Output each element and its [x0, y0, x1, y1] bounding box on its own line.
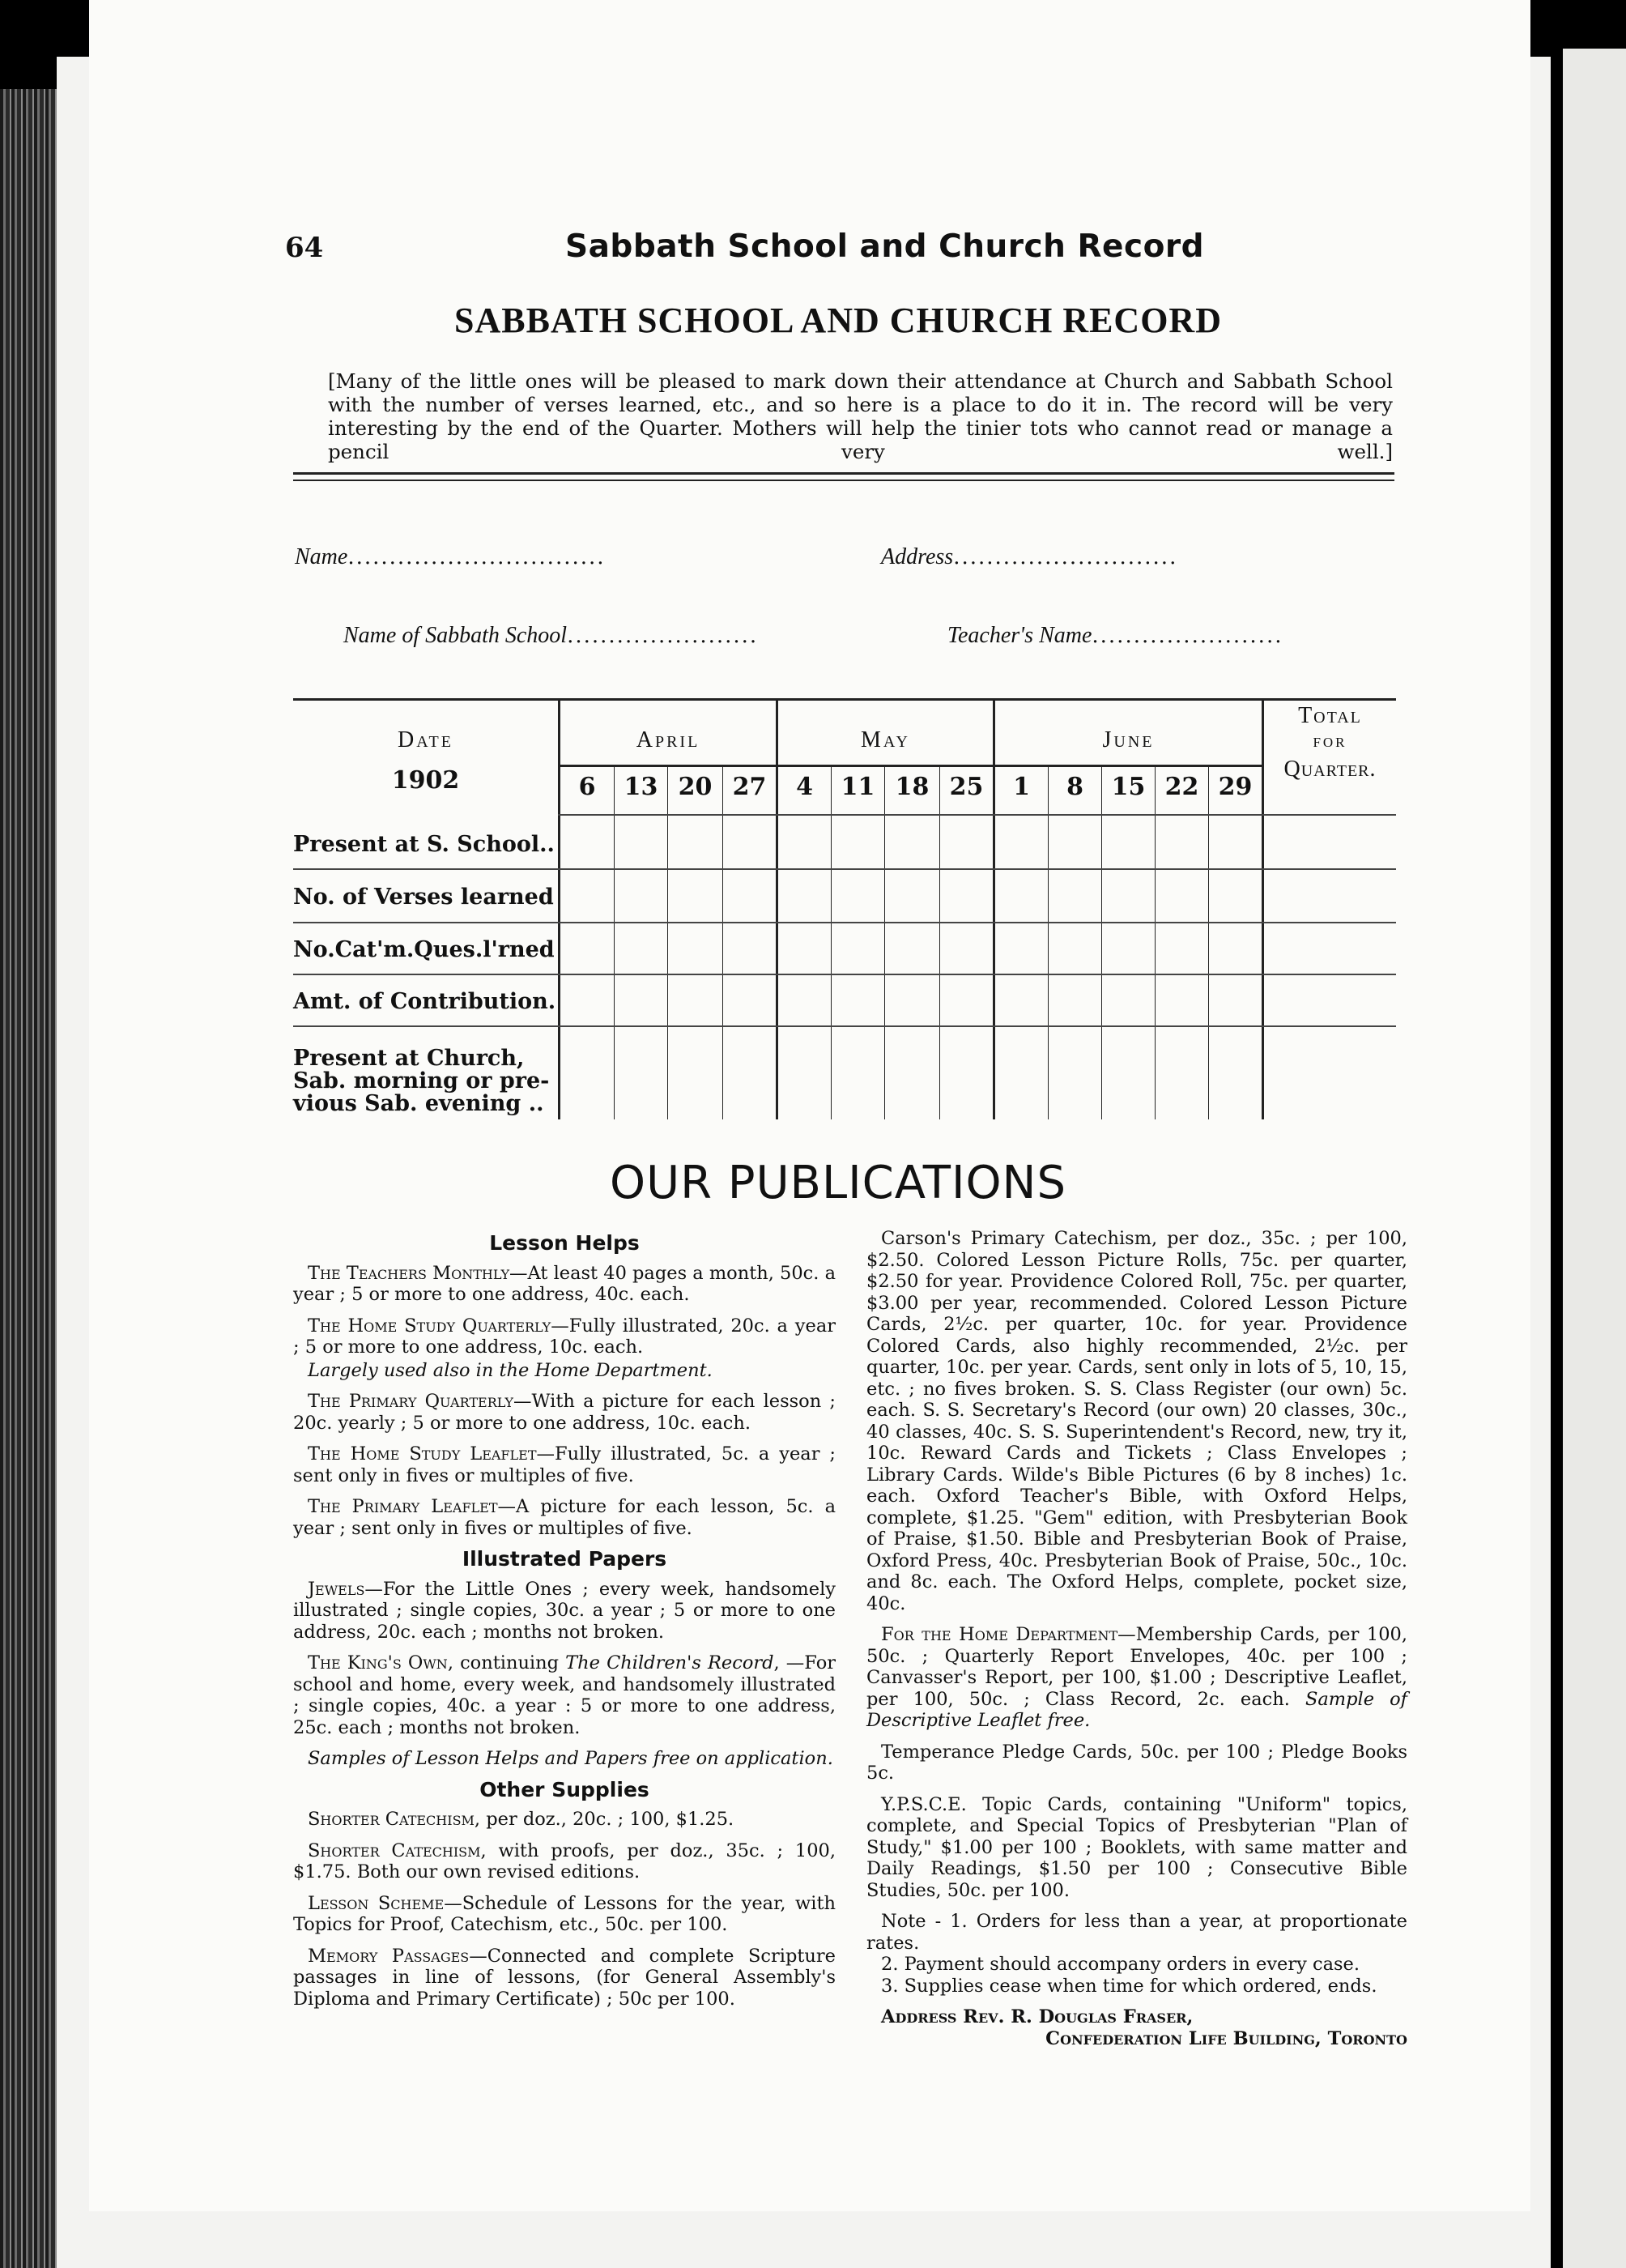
row-label-church-3: vious Sab. evening ..: [293, 1091, 544, 1116]
table-divider: [558, 698, 560, 1119]
school-field[interactable]: [343, 623, 758, 649]
year-header: 1902: [391, 766, 460, 795]
table-divider: [1155, 765, 1156, 1119]
row-label-catechism: No.Cat'm.Ques.l'rned: [293, 937, 555, 962]
day-cell: 4: [796, 773, 813, 801]
home-department-item: For the Home Department—Membership Cards, per 100, 50c. ; Quarterly Report Envelopes, 40c. per 100 ; Canvasser's Report, per 100, $1.00 ; Descriptive Leaflet, per 100, 50c. ; Class Record, 2c. each. Sample of Descriptive Leaflet free.: [866, 1624, 1407, 1731]
month-april: April: [636, 727, 700, 752]
day-cell: 20: [678, 773, 713, 801]
home-study-quarterly-item: The Home Study Quarterly—Fully illustrated, 20c. a year ; 5 or more to one address, 10c. each.: [293, 1315, 836, 1358]
row-label-church-2: Sab. morning or pre-: [293, 1068, 550, 1094]
ypsce-topic-cards-item: Y.P.S.C.E. Topic Cards, containing "Uniform" topics, complete, and Special Topics of Presbyterian "Plan of Study," $1.00 per 100 ; Booklets, with same matter and Daily Readings, $1.50 per 100 ; Consecutive Bible Studies, 50c. per 100.: [866, 1793, 1407, 1901]
publications-title: OUR PUBLICATIONS: [610, 1157, 1066, 1209]
running-title: Sabbath School and Church Record: [565, 228, 1205, 265]
day-cell: 1: [1013, 773, 1030, 801]
carsons-catechism-item: Carson's Primary Catechism, per doz., 35c. ; per 100, $2.50. Colored Lesson Picture Rolls, 75c. per quarter, $2.50 for year. Providence Colored Roll, 75c. per quarter, $3.00 per year, recommended. Colored Lesson Picture Cards, 2½c. per quarter, 10c. for year. Providence Colored Cards, also highly recommended, 2½c. per quarter, 10c. per year. Cards, sent only in lots of 5, 10, 15, etc. ; no fives broken. S. S. Class Register (our own) 5c. each. S. S. Secretary's Record (our own) 20 classes, 30c., 40 classes, 40c. S. S. Superintendent's Record, new, try it, 10c. Reward Cards and Tickets ; Class Envelopes ; Library Cards. Wilde's Bible Pictures (6 by 8 inches) 1c. each. Oxford Teacher's Bible, with Oxford Helps, complete, $1.25. "Gem" edition, with Presbyterian Book of Praise, $1.50. Bible and Presbyterian Book of Praise, Oxford Press, 40c. Presbyterian Book of Praise, 50c., 10c. and 8c. each. The Oxford Helps, complete, pocket size, 40c.: [866, 1228, 1407, 1614]
table-divider: [993, 698, 995, 1119]
table-divider: [293, 922, 1396, 923]
total-header: Quarter.: [1283, 757, 1377, 782]
memory-passages-item: Memory Passages—Connected and complete Scripture passages in line of lessons, (for General Assembly's Diploma and Primary Certificate) ; 50c per 100.: [293, 1945, 836, 2010]
teacher-label: Teacher's Name: [947, 623, 1092, 648]
table-divider: [776, 698, 778, 1119]
table-divider: [831, 765, 832, 1119]
primary-leaflet-item: The Primary Leaflet—A picture for each lesson, 5c. a year ; sent only in fives or multiples of five.: [293, 1496, 836, 1539]
samples-note: Samples of Lesson Helps and Papers free on application.: [308, 1748, 833, 1769]
date-header: Date: [398, 727, 453, 752]
table-divider: [667, 765, 668, 1119]
note-1: Note - 1. Orders for less than a year, at proportionate rates.: [866, 1911, 1407, 1954]
table-divider: [614, 765, 615, 1119]
day-cell: 15: [1111, 773, 1146, 801]
address-dots: ...........................: [953, 545, 1178, 569]
row-label-verses: No. of Verses learned: [293, 885, 554, 910]
double-rule-bottom: [293, 480, 1394, 481]
facing-page-edge: [1563, 49, 1626, 2268]
table-divider: [293, 868, 1396, 870]
table-divider: [293, 974, 1396, 975]
shorter-catechism-item: Shorter Catechism, per doz., 20c. ; 100, $1.25.: [308, 1809, 734, 1830]
publications-right-column: [866, 1228, 1407, 2059]
address-label: Address: [881, 544, 954, 569]
table-divider: [558, 814, 1396, 816]
table-divider: [1101, 765, 1102, 1119]
table-divider: [722, 765, 723, 1119]
row-label-church-1: Present at Church,: [293, 1046, 525, 1071]
table-divider: [884, 765, 885, 1119]
day-cell: 8: [1066, 773, 1083, 801]
day-cell: 27: [732, 773, 767, 801]
address-line-2: Confederation Life Building, Toronto: [1045, 2027, 1407, 2049]
table-divider: [293, 1025, 1396, 1027]
name-label: Name: [295, 544, 348, 569]
row-label-present-school: Present at S. School..: [293, 832, 555, 857]
day-cell: 22: [1164, 773, 1199, 801]
row-label-contribution: Amt. of Contribution.: [293, 989, 556, 1014]
shorter-catechism-proofs-item: Shorter Catechism, with proofs, per doz., 35c. ; 100, $1.75. Both our own revised editions.: [293, 1840, 836, 1882]
table-divider: [939, 765, 940, 1119]
teacher-dots: .......................: [1092, 624, 1283, 648]
lesson-scheme-item: Lesson Scheme—Schedule of Lessons for the year, with Topics for Proof, Catechism, etc., 50c. per 100.: [293, 1892, 836, 1935]
day-cell: 29: [1218, 773, 1253, 801]
total-header: Total: [1298, 703, 1362, 728]
primary-quarterly-item: The Primary Quarterly—With a picture for each lesson ; 20c. yearly ; 5 or more to one address, 10c. each.: [293, 1391, 836, 1434]
record-title: SABBATH SCHOOL AND CHURCH RECORD: [454, 301, 1222, 340]
temperance-pledge-item: Temperance Pledge Cards, 50c. per 100 ; Pledge Books 5c.: [866, 1741, 1407, 1784]
note-2: 2. Payment should accompany orders in every case.: [881, 1954, 1360, 1975]
book-spine-edge: [0, 89, 58, 2268]
lesson-helps-heading: Lesson Helps: [489, 1231, 640, 1255]
address-field[interactable]: [881, 544, 1177, 570]
illustrated-papers-heading: Illustrated Papers: [462, 1547, 667, 1571]
name-field[interactable]: [295, 544, 606, 570]
publications-left-column: [293, 1228, 836, 2019]
record-intro: [Many of the little ones will be pleased to mark down their attendance at Church and Sabbath School with the number of verses learned, etc., and so here is a place to do it in. The record will be very interesting by the end of the Quarter. Mothers will help the tinier tots who cannot read or manage a pencil very well.]: [328, 369, 1393, 463]
jewels-item: Jewels—For the Little Ones ; every week, handsomely illustrated ; single copies, 30c. a year ; 5 or more to one address, 20c. each ; months not broken.: [293, 1578, 836, 1643]
home-study-leaflet-item: The Home Study Leaflet—Fully illustrated, 5c. a year ; sent only in fives or multiples of five.: [293, 1443, 836, 1486]
month-june: June: [1102, 727, 1155, 752]
day-cell: 11: [841, 773, 875, 801]
note-3: 3. Supplies cease when time for which ordered, ends.: [881, 1975, 1377, 1997]
home-study-quarterly-note: Largely used also in the Home Department.: [308, 1359, 713, 1381]
total-header: for: [1313, 731, 1347, 752]
table-divider: [1048, 765, 1049, 1119]
double-rule-top: [293, 472, 1394, 475]
day-cell: 13: [624, 773, 658, 801]
day-cell: 6: [578, 773, 596, 801]
address-line: Address Rev. R. Douglas Fraser,: [881, 2006, 1194, 2027]
table-divider: [1208, 765, 1209, 1119]
kings-own-item: The King's Own, continuing The Children's Record, —For school and home, every week, and handsomely illustrated ; single copies, 40c. a year : 5 or more to one address, 25c. each ; months not broken.: [293, 1652, 836, 1738]
day-cell: 25: [949, 773, 984, 801]
teachers-monthly-item: The Teachers Monthly—At least 40 pages a month, 50c. a year ; 5 or more to one address, 40c. each.: [293, 1262, 836, 1305]
teacher-field[interactable]: [947, 623, 1283, 649]
school-dots: .......................: [567, 624, 759, 648]
other-supplies-heading: Other Supplies: [479, 1777, 649, 1801]
school-label: Name of Sabbath School: [343, 623, 568, 648]
table-divider: [558, 765, 1262, 767]
name-dots: ...............................: [347, 545, 606, 569]
page-number: 64: [285, 232, 324, 264]
day-cell: 18: [895, 773, 930, 801]
month-may: May: [861, 727, 910, 752]
table-top-rule: [293, 698, 1396, 701]
